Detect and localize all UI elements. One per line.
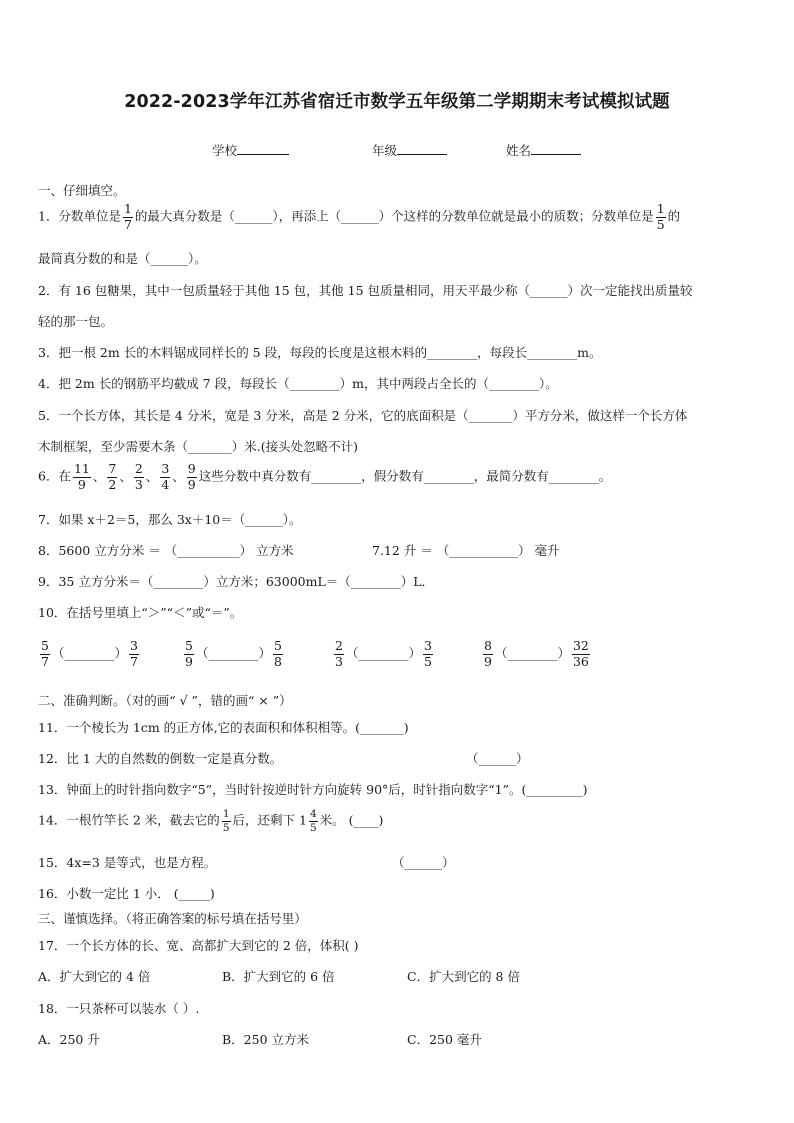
q14-text-c: 米。 (____) <box>319 812 384 828</box>
q18-option-c[interactable]: C．250 毫升 <box>407 1032 482 1047</box>
comparison-blank[interactable]: （________） <box>345 645 421 661</box>
numerator: 3 <box>161 461 170 476</box>
denominator: 5 <box>423 653 432 669</box>
denominator: 4 <box>161 476 170 492</box>
numerator: 5 <box>185 638 193 653</box>
denominator: 9 <box>484 653 492 669</box>
q6-text-b: 这些分数中真分数有________，假分数有________，最简分数有________。 <box>198 468 612 484</box>
comparison-item <box>182 640 285 668</box>
numerator: 5 <box>273 638 282 653</box>
grade-label: 年级 <box>372 143 398 158</box>
q6-fraction-list <box>71 461 199 492</box>
question-17: 17．一个长方体的长、宽、高都扩大到它的 2 倍，体积( ) <box>38 938 359 953</box>
separator: 、 <box>145 468 159 484</box>
fraction <box>187 463 197 491</box>
fraction <box>572 640 590 668</box>
comparison-blank[interactable]: （________） <box>494 645 570 661</box>
denominator: 36 <box>572 653 589 669</box>
numerator: 5 <box>41 638 49 653</box>
fraction <box>273 640 283 668</box>
fraction <box>184 640 194 668</box>
numerator: 4 <box>309 808 317 820</box>
question-5-line-2: 木制框架，至少需要木条（_______）米.(接头处忽略不计) <box>38 439 358 454</box>
numerator: 1 <box>656 201 665 216</box>
numerator: 7 <box>108 461 117 476</box>
question-5: 5．一个长方体，其长是 4 分米，宽是 3 分米，高是 2 分米，它的底面积是（_______）平方分米，做这样一个长方体 <box>38 408 688 423</box>
fraction <box>123 203 133 231</box>
grade-field <box>372 141 447 159</box>
numerator: 2 <box>134 461 143 476</box>
q18-option-b[interactable]: B．250 立方米 <box>222 1032 310 1047</box>
fraction <box>73 463 91 491</box>
q1-text-a: 1．分数单位是 <box>38 208 121 224</box>
q6-text-a: 6．在 <box>38 468 71 484</box>
numerator: 11 <box>73 461 90 476</box>
section-3-heading: 三、谨慎选择。（将正确答案的标号填在括号里） <box>38 911 307 926</box>
grade-blank[interactable] <box>397 141 447 155</box>
question-4: 4．把 2m 长的钢筋平均截成 7 段，每段长（________）m，其中两段占全长的（________）。 <box>38 376 558 391</box>
school-blank[interactable] <box>237 141 289 155</box>
question-15-blank[interactable]: （______） <box>392 855 455 870</box>
comparison-item <box>332 640 435 668</box>
question-9: 9．35 立方分米＝（________）立方米；63000mL＝（________）L． <box>38 574 435 589</box>
question-18: 18．一只茶杯可以装水（ ）. <box>38 1001 200 1016</box>
name-blank[interactable] <box>531 141 581 155</box>
q18-option-a[interactable]: A．250 升 <box>38 1032 100 1047</box>
fraction <box>656 203 666 231</box>
numerator: 1 <box>123 201 132 216</box>
fraction <box>309 809 318 833</box>
q17-option-c[interactable]: C．扩大到它的 8 倍 <box>407 969 520 984</box>
denominator: 2 <box>108 476 117 492</box>
denominator: 5 <box>656 216 665 232</box>
fraction <box>423 640 433 668</box>
name-field <box>506 141 581 159</box>
numerator: 2 <box>335 638 343 653</box>
question-13: 13．钟面上的时针指向数字“5”，当时针按逆时针方向旋转 90°后，时针指向数字“1”。(_________) <box>38 782 588 797</box>
numerator: 9 <box>187 461 196 476</box>
numerator: 3 <box>423 638 432 653</box>
fraction <box>334 640 344 668</box>
separator: 、 <box>92 468 106 484</box>
fraction <box>222 809 231 833</box>
question-7: 7．如果 x＋2＝5，那么 3x＋10＝（______）。 <box>38 512 302 527</box>
fraction <box>129 640 139 668</box>
fraction <box>160 463 170 491</box>
section-2-heading: 二、准确判断。（对的画“ √ ”，错的画“ × ”） <box>38 693 292 708</box>
q1-text-c: 的 <box>667 208 681 224</box>
denominator: 9 <box>77 476 86 492</box>
question-2: 2．有 16 包糖果，其中一包质量轻于其他 15 包，其他 15 包质量相同，用天平最少称（______）次一定能找出质量较 <box>38 283 693 298</box>
question-12-blank[interactable]: （______） <box>466 751 529 766</box>
denominator: 7 <box>129 653 138 669</box>
question-12: 12．比 1 大的自然数的倒数一定是真分数。 <box>38 751 283 766</box>
numerator: 8 <box>484 638 492 653</box>
comparison-item <box>38 640 141 668</box>
question-6 <box>38 463 611 491</box>
q14-text-b: 后，还剩下 1 <box>232 812 307 828</box>
numerator: 3 <box>129 638 138 653</box>
denominator: 9 <box>187 476 196 492</box>
fraction <box>483 640 493 668</box>
denominator: 7 <box>123 216 132 232</box>
name-label: 姓名 <box>506 143 532 158</box>
denominator: 3 <box>335 653 343 669</box>
q14-text-a: 14．一根竹竿长 2 米，截去它的 <box>38 812 220 828</box>
section-1-heading: 一、仔细填空。 <box>38 183 126 198</box>
school-field <box>212 141 289 159</box>
denominator: 9 <box>185 653 193 669</box>
question-1 <box>38 203 680 231</box>
comparison-blank[interactable]: （________） <box>51 645 127 661</box>
denominator: 5 <box>309 821 317 834</box>
fraction <box>134 463 144 491</box>
page-title: 2022-2023学年江苏省宿迁市数学五年级第二学期期末考试模拟试题 <box>124 92 670 112</box>
question-11: 11．一个棱长为 1cm 的正方体,它的表面积和体积相等。(_______) <box>38 720 409 735</box>
question-3: 3．把一根 2m 长的木料锯成同样长的 5 段，每段的长度是这根木料的________，每段长________m。 <box>38 345 602 360</box>
separator: 、 <box>172 468 185 484</box>
denominator: 3 <box>134 476 143 492</box>
school-label: 学校 <box>212 143 238 158</box>
denominator: 5 <box>222 821 230 834</box>
comparison-item <box>481 640 592 668</box>
question-2-line-2: 轻的那一包。 <box>38 314 114 329</box>
denominator: 7 <box>41 653 49 669</box>
numerator: 1 <box>222 808 230 820</box>
denominator: 8 <box>273 653 282 669</box>
question-15: 15．4x=3 是等式，也是方程。 <box>38 855 217 870</box>
numerator: 32 <box>572 638 589 653</box>
fraction <box>40 640 50 668</box>
question-14 <box>38 809 383 833</box>
question-1-line-2: 最简真分数的和是（______）。 <box>38 251 207 266</box>
fraction <box>107 463 117 491</box>
question-8a: 8．5600 立方分米 ＝ （__________） 立方米 <box>38 543 294 558</box>
q17-option-b[interactable]: B．扩大到它的 6 倍 <box>222 969 335 984</box>
comparison-blank[interactable]: （________） <box>195 645 271 661</box>
question-8b: 7.12 升 ＝ （___________） 毫升 <box>372 543 560 558</box>
question-16: 16．小数一定比 1 小． (_____) <box>38 886 215 901</box>
separator: 、 <box>119 468 132 484</box>
q1-text-b: 的最大真分数是（______），再添上（______）个这样的分数单位就是最小的质数；分数单位是 <box>134 208 654 224</box>
question-10: 10．在括号里填上“＞”“＜”或“＝”。 <box>38 605 243 620</box>
q17-option-a[interactable]: A．扩大到它的 4 倍 <box>38 969 151 984</box>
